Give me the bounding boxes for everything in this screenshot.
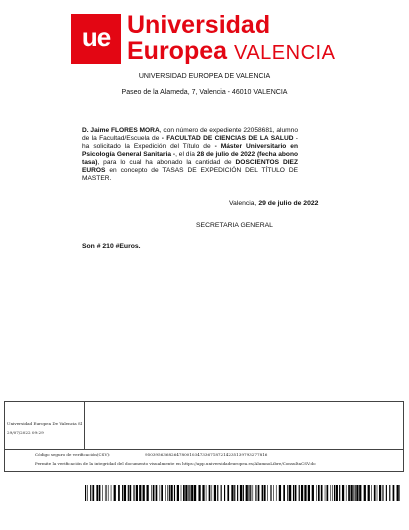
footer-signature-area [5, 402, 403, 450]
footer-timestamp: 29/07/2022 09:29 [7, 430, 44, 435]
amount-figure: Son # 210 #Euros. [82, 243, 141, 250]
fee-concept: TASAS DE EXPEDICIÓN DEL TÍTULO DE MASTER. [82, 167, 299, 182]
logo-wordmark-city: VALENCIA [233, 42, 336, 64]
faculty-name: - FACULTAD DE CIENCIAS DE LA SALUD [161, 135, 294, 142]
degree-name: - Máster Universitario en Psicología General Sanitaria - [82, 143, 298, 158]
csv-code: 95039563682647800103473367187214235139793277816 [145, 452, 268, 457]
institution-address: Paseo de la Alameda, 7, Valencia - 46010 VALENCIA [121, 89, 288, 96]
signature-footer [4, 401, 404, 472]
body-text-4: , para lo cual ha abonado la cantidad de [97, 159, 236, 166]
student-name: D. Jaime FLORES MORA [82, 127, 160, 134]
csv-label: Código seguro de verificación(CSV): [35, 452, 111, 457]
amount-words: DOSCIENTOS DIEZ EUROS [82, 159, 298, 174]
issue-date-line [229, 200, 318, 207]
footer-signer-cell [5, 402, 85, 450]
certificate-body [82, 127, 298, 183]
body-text-3: , el día [175, 151, 197, 158]
verify-text: Permite la verificación de la integridad del documento visualmente en https://app.universidadeuropea.es/AlumnoLibre/ConsultaCSV.do [35, 461, 316, 466]
institution-name: UNIVERSIDAD EUROPEA DE VALENCIA [138, 73, 271, 80]
issue-place: Valencia, [229, 200, 259, 207]
body-text-1: , con número de expediente 22058681, alumno de la Facultad/Escuela de [82, 127, 298, 142]
logo-wordmark-europea: Europea [127, 37, 228, 65]
logo-monogram: ue [81, 22, 111, 52]
university-logo-mark [71, 14, 121, 64]
issuing-department: SECRETARIA GENERAL [196, 222, 273, 229]
logo-wordmark-line1: Universidad [127, 11, 271, 39]
footer-signer: Universidad Europea De Valencia Sl [7, 421, 83, 426]
logo-wordmark-line2 [127, 38, 335, 66]
body-text-5: en concepto de [105, 167, 163, 174]
request-date: 28 de julio de 2022 (fecha abono tasa) [82, 151, 298, 166]
issue-date: 29 de julio de 2022 [258, 200, 319, 207]
body-text-2: - ha solicitado la Expedición del Título de [82, 135, 298, 150]
verification-barcode [85, 485, 400, 501]
